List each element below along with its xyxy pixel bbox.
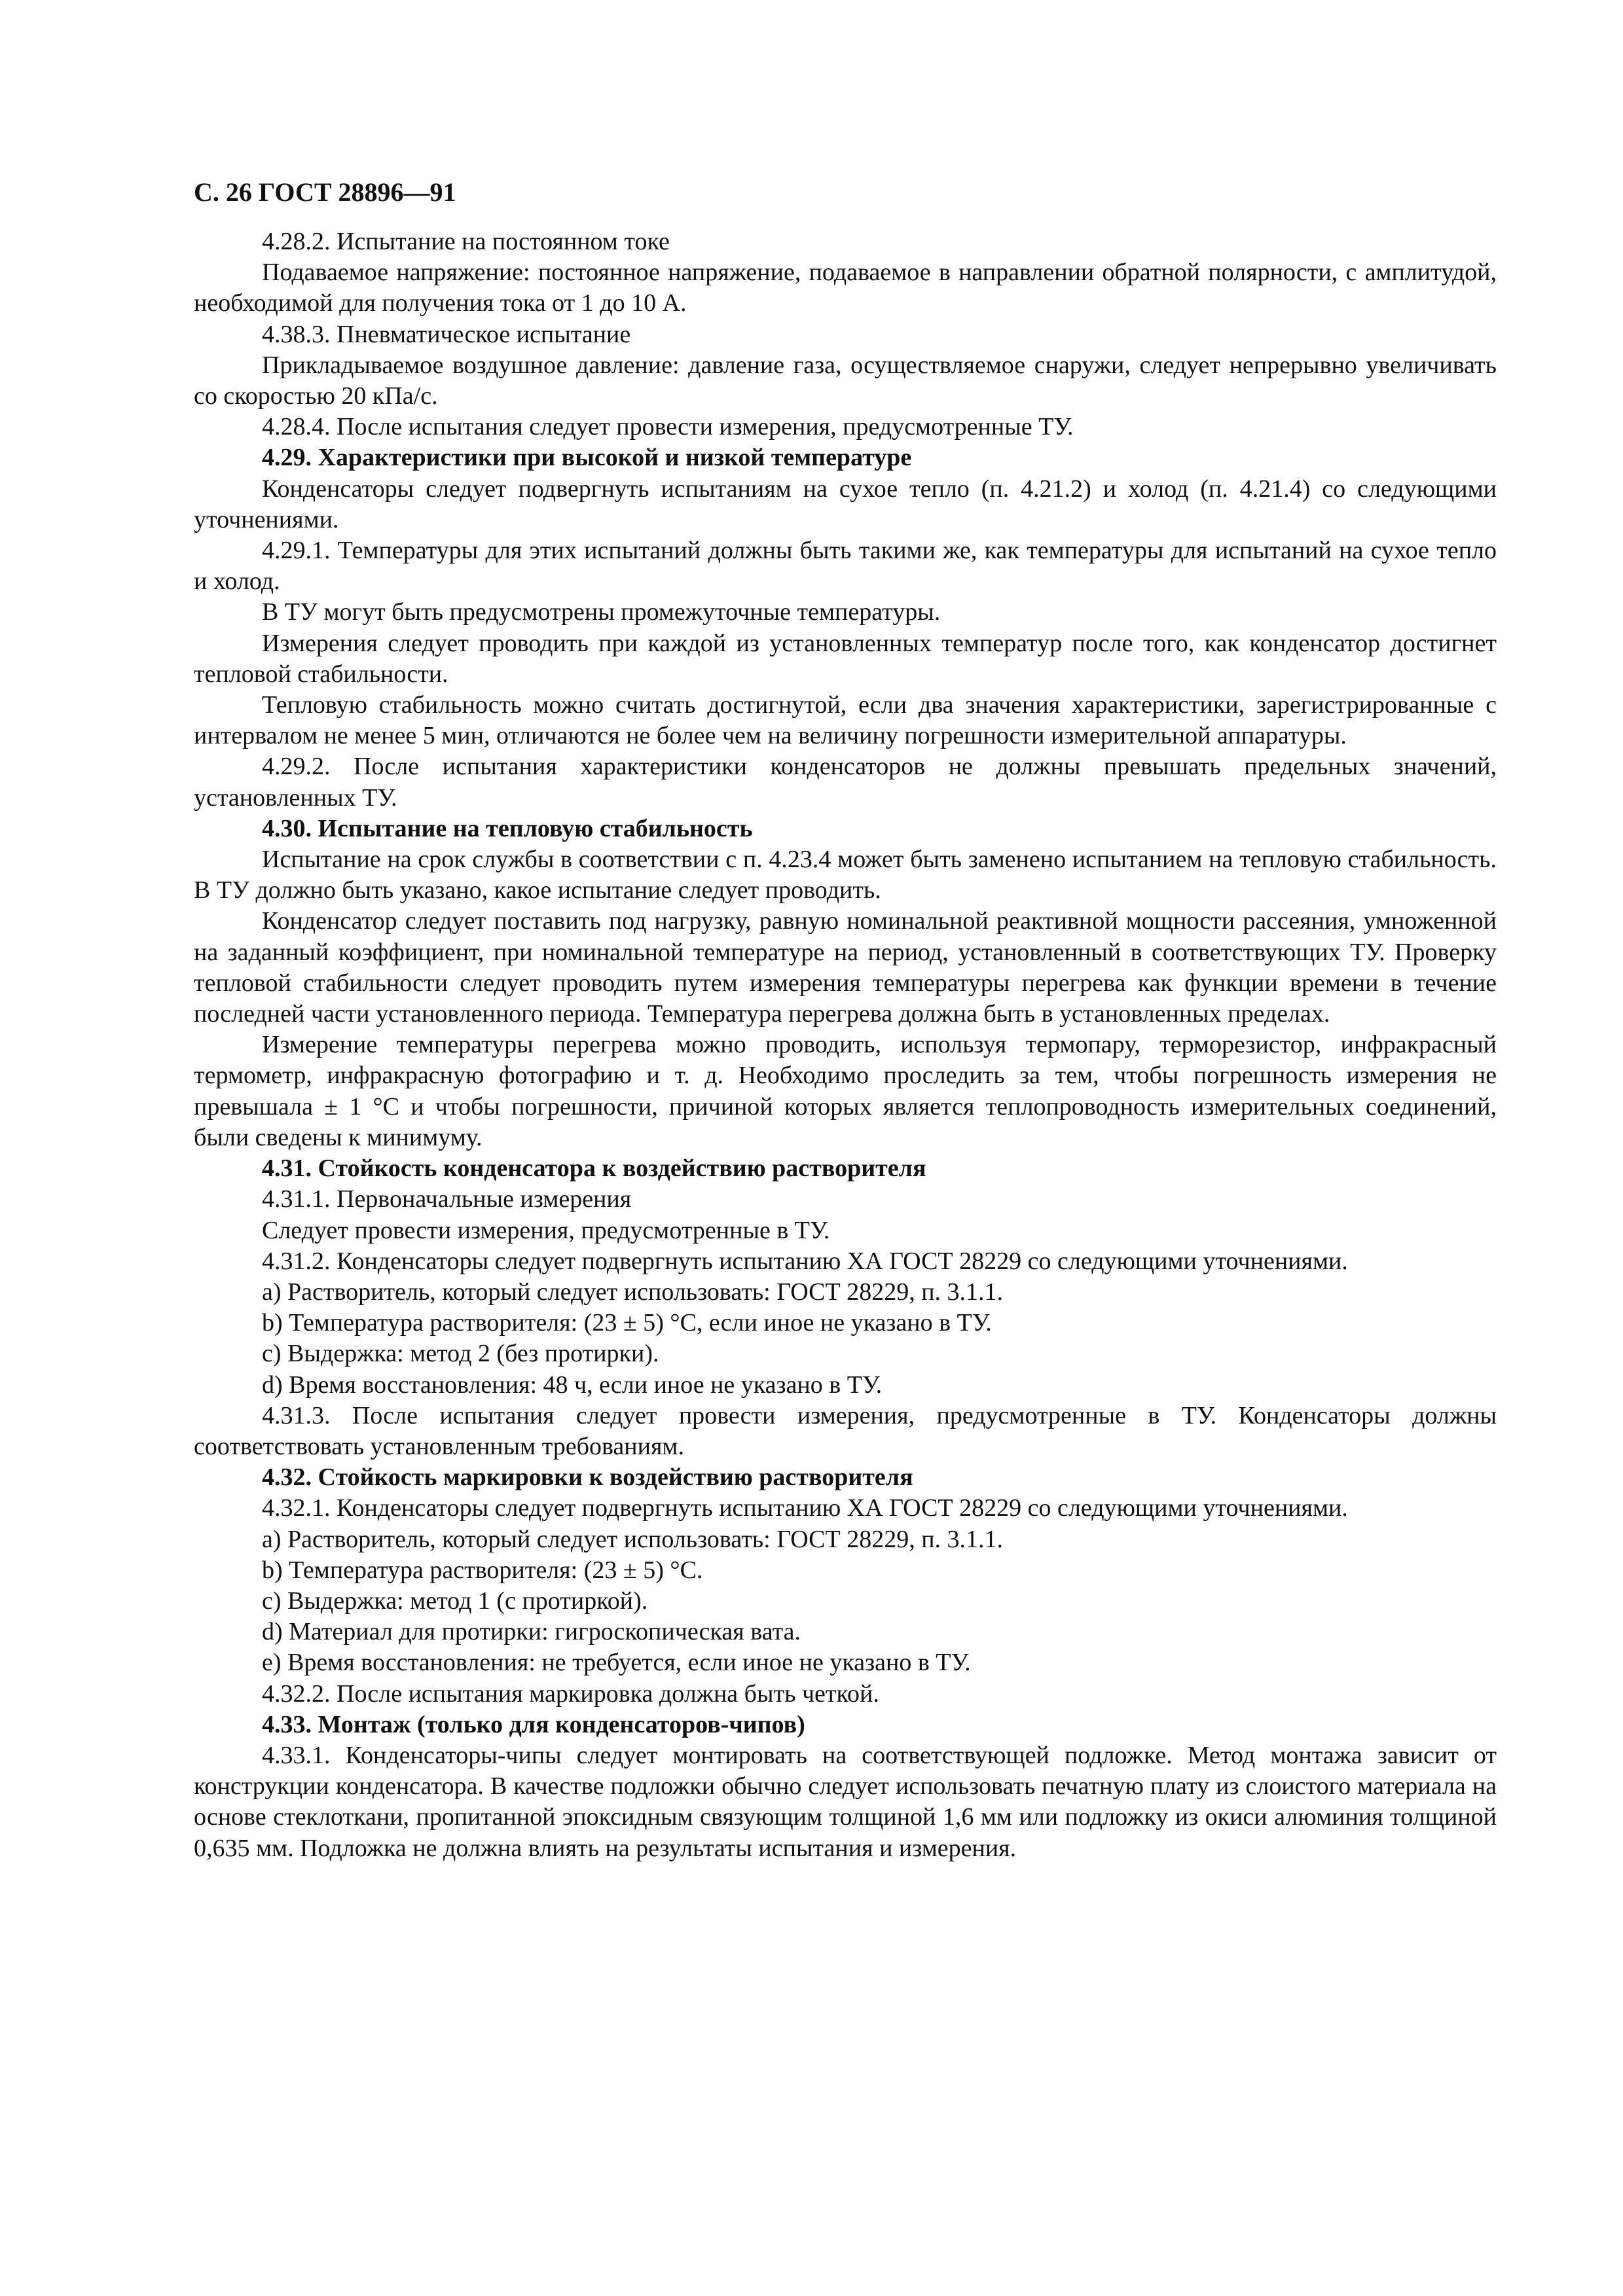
document-body: [194, 226, 1497, 1864]
paragraph: 4.31.2. Конденсаторы следует подвергнуть испытанию ХА ГОСТ 28229 со следующими уточнениями.: [262, 1247, 1348, 1275]
paragraph: Испытание на срок службы в соответствии с п. 4.23.4 может быть заменено испытанием на тепловую стабильность. В ТУ должно быть указано, какое испытание следует проводить.: [194, 846, 1497, 905]
paragraph: a) Растворитель, который следует использовать: ГОСТ 28229, п. 3.1.1.: [262, 1278, 1004, 1306]
paragraph: Следует провести измерения, предусмотренные в ТУ.: [262, 1216, 830, 1244]
section-heading: 4.29. Характеристики при высокой и низкой температуре: [262, 444, 912, 472]
section-heading: 4.31. Стойкость конденсатора к воздействию растворителя: [262, 1155, 926, 1183]
paragraph: d) Материал для протирки: гигроскопическая вата.: [262, 1618, 801, 1646]
paragraph: Конденсатор следует поставить под нагрузку, равную номинальной реактивной мощности рассеяния, умноженной на заданный коэффициент, при номинальной температуре на период, установленный в соответствующих ТУ. Проверку тепловой стабильности следует проводить путем измерения температуры перегрева как функции времени в течение последней части установленного периода. Температура перегрева должна быть в установленных пределах.: [194, 907, 1497, 1028]
paragraph: 4.29.1. Температуры для этих испытаний должны быть такими же, как температуры для испытаний на сухое тепло и холод.: [194, 537, 1497, 596]
paragraph: c) Выдержка: метод 2 (без протирки).: [262, 1340, 659, 1368]
paragraph: Конденсаторы следует подвергнуть испытаниям на сухое тепло (п. 4.21.2) и холод (п. 4.21.4) со следующими уточнениями.: [194, 475, 1497, 533]
paragraph: 4.29.2. После испытания характеристики конденсаторов не должны превышать предельных значений, установленных ТУ.: [194, 753, 1497, 812]
paragraph: Измерение температуры перегрева можно проводить, используя термопару, терморезистор, инфракрасный термометр, инфракрасную фотографию и т. д. Необходимо проследить за тем, чтобы погрешность измерения не превышала ± 1 °С и чтобы погрешности, причиной которых является теплопроводность измерительных соединений, были сведены к минимуму.: [194, 1031, 1497, 1151]
paragraph: d) Время восстановления: 48 ч, если иное не указано в ТУ.: [262, 1371, 883, 1399]
section-heading: 4.33. Монтаж (только для конденсаторов-чипов): [262, 1710, 805, 1738]
page-header: С. 26 ГОСТ 28896—91: [194, 177, 456, 207]
paragraph: 4.33.1. Конденсаторы-чипы следует монтировать на соответствующей подложке. Метод монтажа зависит от конструкции конденсатора. В качестве подложки обычно следует использовать печатную плату из слоистого материала на основе стеклоткани, пропитанной эпоксидным связующим толщиной 1,6 мм или подложку из окиси алюминия толщиной 0,635 мм. Подложка не должна влиять на результаты испытания и измерения.: [194, 1741, 1497, 1862]
paragraph: a) Растворитель, который следует использовать: ГОСТ 28229, п. 3.1.1.: [262, 1525, 1004, 1553]
paragraph: 4.38.3. Пневматическое испытание: [262, 320, 631, 348]
paragraph: Подаваемое напряжение: постоянное напряжение, подаваемое в направлении обратной полярности, с амплитудой, необходимой для получения тока от 1 до 10 А.: [194, 259, 1497, 317]
paragraph: 4.28.4. После испытания следует провести измерения, предусмотренные ТУ.: [262, 413, 1074, 441]
paragraph: Прикладываемое воздушное давление: давление газа, осуществляемое снаружи, следует непрерывно увеличивать со скоростью 20 кПа/с.: [194, 351, 1497, 410]
paragraph: В ТУ могут быть предусмотрены промежуточные температуры.: [262, 598, 941, 626]
paragraph: c) Выдержка: метод 1 (с протиркой).: [262, 1587, 648, 1615]
paragraph: Тепловую стабильность можно считать достигнутой, если два значения характеристики, зарегистрированные с интервалом не менее 5 мин, отличаются не более чем на величину погрешности измерительной аппаратуры.: [194, 691, 1497, 750]
paragraph: 4.32.1. Конденсаторы следует подвергнуть испытанию ХА ГОСТ 28229 со следующими уточнениями.: [262, 1494, 1348, 1522]
paragraph: b) Температура растворителя: (23 ± 5) °С, если иное не указано в ТУ.: [262, 1309, 992, 1337]
paragraph: b) Температура растворителя: (23 ± 5) °С.: [262, 1556, 703, 1584]
document-page: [194, 175, 1497, 1864]
paragraph: 4.28.2. Испытание на постоянном токе: [262, 228, 670, 255]
paragraph: Измерения следует проводить при каждой из установленных температур после того, как конденсатор достигнет тепловой стабильности.: [194, 629, 1497, 688]
paragraph: e) Время восстановления: не требуется, если иное не указано в ТУ.: [262, 1649, 971, 1677]
paragraph: 4.32.2. После испытания маркировка должна быть четкой.: [262, 1679, 879, 1708]
section-heading: 4.32. Стойкость маркировки к воздействию растворителя: [262, 1463, 913, 1492]
paragraph: 4.31.3. После испытания следует провести измерения, предусмотренные в ТУ. Конденсаторы должны соответствовать установленным требованиям.: [194, 1401, 1497, 1460]
section-heading: 4.30. Испытание на тепловую стабильность: [262, 814, 753, 842]
paragraph: 4.31.1. Первоначальные измерения: [262, 1185, 632, 1213]
